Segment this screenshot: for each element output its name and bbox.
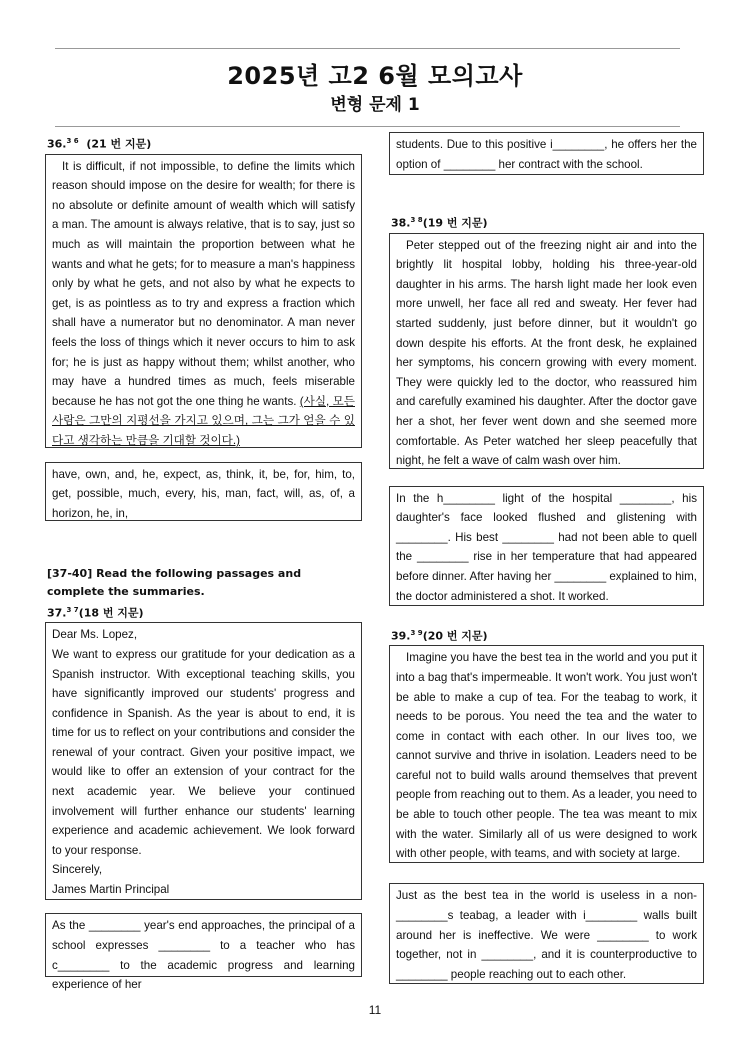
q38-summary: In the h________ light of the hospital ________, his daughter's face looked flushed and glistening with ________. His best ________ had not been able to quell the ________ rise in her temperature that had appeared before dinner. After having her ________ explained to him, the doctor administered a shot. It worked. — [396, 491, 698, 603]
q38-passage: Peter stepped out of the freezing night air and into the brightly lit hospital lobby, holding his three-year-old daughter in his arms. The harsh light made her look even more unwell, her face all red and sweaty. Her fever had started suddenly, just before dinner, but it wouldn't go down despite his efforts. At the front desk, he explained her symptoms, his concern growing with every moment. They were quickly led to the doctor, who reassured him and carefully examined his daughter. After the doctor gave her a shot, her fever went down and she seemed more comfortable. As Peter watched her sleep peacefully that night, he felt a wave of calm wash over him. — [396, 238, 697, 468]
header-rule-top — [55, 48, 680, 49]
q37-summary-continued: students. Due to this positive i________, he offers her the option of ________ her contract with the school. — [396, 138, 697, 171]
q37-closing: Sincerely, — [52, 863, 103, 877]
q38-heading: 38.$^{3 8}$(19 번 지문) — [391, 216, 488, 230]
q37-signature: James Martin Principal — [52, 883, 170, 897]
q38-passage-box — [389, 233, 704, 469]
header-rule-bottom — [55, 126, 680, 127]
q36-heading: 36.$^{3 6}$ (21 번 지문) — [47, 137, 152, 151]
q37-letter-box — [45, 622, 362, 900]
q39-heading: 39.$^{3 9}$(20 번 지문) — [391, 628, 488, 643]
page-subtitle: 변형 문제 1 — [330, 95, 420, 115]
page-title: 2025년 고2 6월 모의고사 — [227, 62, 523, 90]
q39-summary-box — [389, 883, 704, 984]
q36-passage: It is difficult, if not impossible, to define the limits which reason should impose on the desire for wealth; for there is no absolute or definite amount of wealth which will satisfy a man. The amount is always relative, that is to say, just so much as will maintain the proportion between what he wants and what he gets; for to measure a man's happiness only by what he gets, and not also by what he expects to get, is as pointless as to try and express a fraction which shall have a numerator but no denominator. A man never feels the loss of things which it never occurs to him to ask for; he is just as happy without them; whilst another, who may have a hundred times as much, feels miserable because he has not got the one thing he wants. — [52, 159, 355, 408]
q37-summary-box — [45, 913, 362, 992]
q36-words: have, own, and, he, expect, as, think, it, be, for, him, to, get, possible, much, every, his, man, fact, will, as, of, a horizon, he, in, — [52, 467, 355, 520]
q39-passage-box — [389, 645, 704, 863]
q36-passage-box — [45, 154, 362, 448]
q37-body: We want to express our gratitude for your dedication as a Spanish instructor. With exceptional teaching skills, you have significantly improved our students' progress and confidence in Spanish. As the year is about to end, it is time for us to reflect on your contributions and consider the renewal of your contract. Given your positive impact, we would like to offer an extension of your contract for the next academic year. We believe your continued involvement will further enhance our students' learning experience and academic achievement. We look forward to your response. — [52, 647, 355, 857]
left-column — [45, 134, 362, 992]
q36-korean-hint: (사실, 모든 사람은 그만의 지평선을 가지고 있으며, 그는 그가 얻을 수 있다고 생각하는 만큼을 기대할 것이다.) — [52, 394, 355, 447]
q37-summary: As the ________ year's end approaches, the principal of a school expresses ________ to a teacher who has c________ to the academic progress and learning experience of her — [52, 919, 355, 992]
q39-passage: Imagine you have the best tea in the world and you put it into a bag that's impermeable. It won't work. You just won't be able to make a cup of tea. For the teabag to work, it needs to be porous. You need the tea and the water to come in contact with each other. In our lives too, we cannot survive and thrive in isolation. Leaders need to be careful not to build walls around themselves that prevent people from reaching out to them. As a leader, you need to be able to touch other people. The tea was meant to mix with the water. Similarly all of us were designed to work with other people, with teams, and with society at large. — [396, 651, 697, 861]
q36-word-bank — [45, 462, 362, 521]
q37-greeting: Dear Ms. Lopez, — [52, 628, 138, 642]
section-instructions: [37-40] Read the following passages and complete the summaries. — [47, 566, 302, 598]
q38-summary-box — [389, 486, 704, 606]
right-column — [389, 132, 704, 984]
q37-heading: 37.$^{3 7}$(18 번 지문) — [47, 605, 144, 620]
q39-summary: Just as the best tea in the world is useless in a non-________s teabag, a leader with i________ walls built around her is ineffective. We were ________ to work together, not in ________, and it is counterproductive to ________ people reaching out to each other. — [396, 889, 697, 981]
page-number: 11 — [368, 1003, 382, 1017]
q37-summary-continued-box — [389, 132, 704, 175]
